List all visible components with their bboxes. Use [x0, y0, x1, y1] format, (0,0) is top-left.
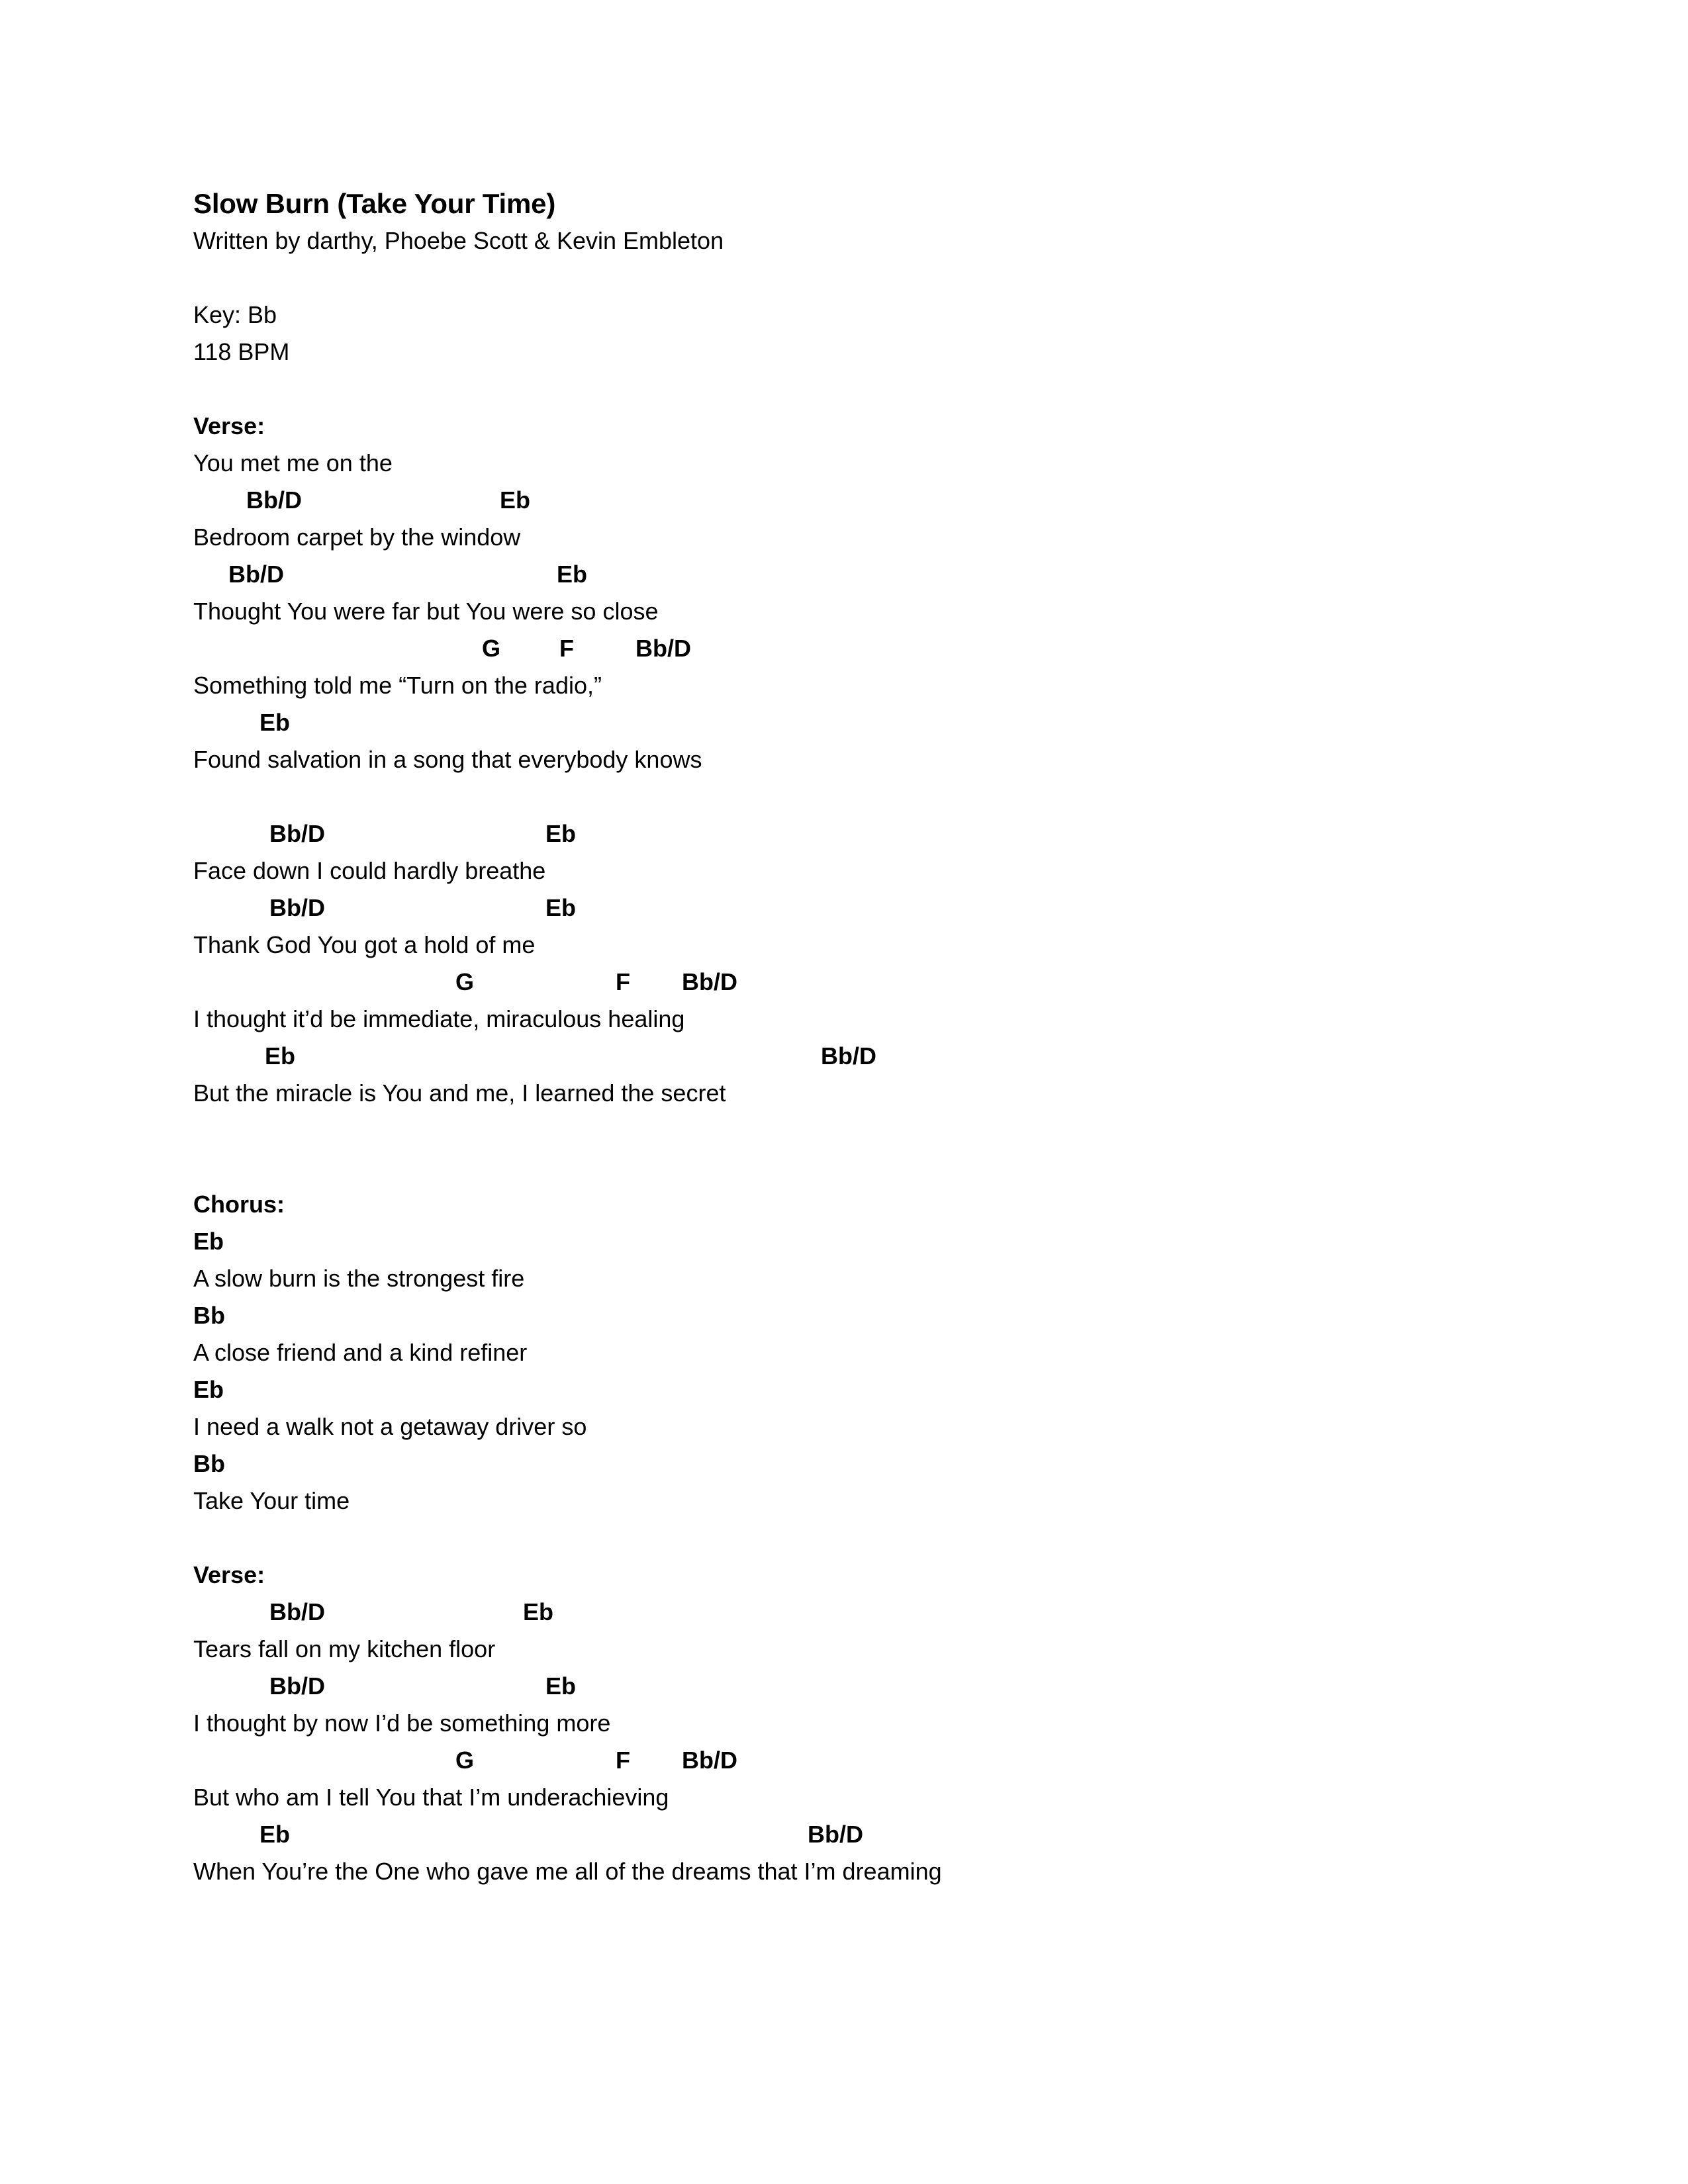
chord-symbol: Bb/D [246, 486, 302, 514]
tempo-line: 118 BPM [193, 338, 290, 365]
chord-symbol: G [455, 1747, 475, 1774]
lyric-line: Face down I could hardly breathe [193, 857, 546, 884]
chord-symbol: Bb/D [682, 1747, 737, 1774]
lyric-line: Take Your time [193, 1487, 350, 1514]
chord-symbol: Bb/D [269, 1672, 325, 1700]
chord-symbol: Eb [545, 894, 577, 921]
chord-line [193, 556, 1511, 593]
lyric-line: You met me on the [193, 449, 393, 477]
lyric-line: A slow burn is the strongest fire [193, 1265, 525, 1292]
section-heading: Chorus: [193, 1191, 285, 1218]
chord-symbol: Bb/D [635, 635, 691, 662]
chord-symbol: G [455, 968, 475, 995]
section-heading: Verse: [193, 1561, 265, 1588]
lyric-line: Thank God You got a hold of me [193, 931, 536, 958]
sections-container [193, 408, 1511, 1890]
lyric-line: I thought it’d be immediate, miraculous healing [193, 1005, 685, 1032]
spacer [193, 259, 1511, 296]
chord-symbol: Eb [545, 1672, 577, 1700]
chord-line [193, 1668, 1511, 1705]
section-heading: Verse: [193, 412, 265, 439]
lyric-line: A close friend and a kind refiner [193, 1339, 528, 1366]
chord-symbol: Bb/D [821, 1042, 876, 1069]
chord-line [193, 482, 1511, 519]
section-spacer [193, 1112, 1511, 1149]
key-line: Key: Bb [193, 301, 277, 328]
chord-symbol: Bb/D [808, 1821, 863, 1848]
chord-line [193, 1742, 1511, 1779]
lyric-line: But who am I tell You that I’m underachieving [193, 1784, 669, 1811]
chord-line [193, 1594, 1511, 1631]
chord-symbol: Eb [193, 1228, 224, 1255]
credits-line: Written by darthy, Phoebe Scott & Kevin Embleton [193, 227, 724, 254]
chord-symbol: Eb [523, 1598, 554, 1625]
chord-line [193, 1816, 1511, 1853]
chord-line [193, 1445, 1511, 1482]
chord-symbol: Bb/D [682, 968, 737, 995]
chord-symbol: Eb [259, 1821, 291, 1848]
chord-symbol: Eb [265, 1042, 296, 1069]
chord-symbol: Bb [193, 1302, 225, 1329]
chord-line [193, 704, 1511, 741]
section-spacer [193, 1520, 1511, 1557]
chord-line [193, 1297, 1511, 1334]
lyric-line: When You’re the One who gave me all of the dreams that I’m dreaming [193, 1858, 942, 1885]
chord-symbol: Eb [545, 820, 577, 847]
lyric-line: Thought You were far but You were so close [193, 598, 659, 625]
chord-line [193, 1038, 1511, 1075]
chord-symbol: Eb [557, 561, 588, 588]
chord-symbol: Eb [193, 1376, 224, 1403]
chord-symbol: F [616, 1747, 630, 1774]
chord-line [193, 630, 1511, 667]
lyric-sheet [193, 185, 1511, 1890]
page-title: Slow Burn (Take Your Time) [193, 188, 556, 219]
chord-line [193, 1371, 1511, 1408]
lyric-line: Something told me “Turn on the radio,” [193, 672, 602, 699]
chord-line [193, 815, 1511, 852]
lyric-line: I thought by now I’d be something more [193, 1709, 611, 1737]
lyric-line: Tears fall on my kitchen floor [193, 1635, 496, 1662]
lyric-line: Bedroom carpet by the window [193, 523, 521, 551]
chord-symbol: Bb/D [228, 561, 284, 588]
chord-symbol: F [616, 968, 630, 995]
chord-symbol: Eb [259, 709, 291, 736]
lyric-line: But the miracle is You and me, I learned the secret [193, 1079, 726, 1107]
lyric-line: Found salvation in a song that everybody knows [193, 746, 702, 773]
chord-line [193, 889, 1511, 927]
chord-symbol: Bb/D [269, 820, 325, 847]
chord-symbol: G [482, 635, 501, 662]
spacer [193, 371, 1511, 408]
lyric-line: I need a walk not a getaway driver so [193, 1413, 587, 1440]
section-spacer [193, 1149, 1511, 1186]
chord-symbol: Bb/D [269, 1598, 325, 1625]
chord-line [193, 964, 1511, 1001]
stanza-spacer [193, 778, 1511, 815]
chord-symbol: F [559, 635, 574, 662]
chord-symbol: Bb/D [269, 894, 325, 921]
chord-symbol: Bb [193, 1450, 225, 1477]
chord-line [193, 1223, 1511, 1260]
chord-symbol: Eb [500, 486, 531, 514]
